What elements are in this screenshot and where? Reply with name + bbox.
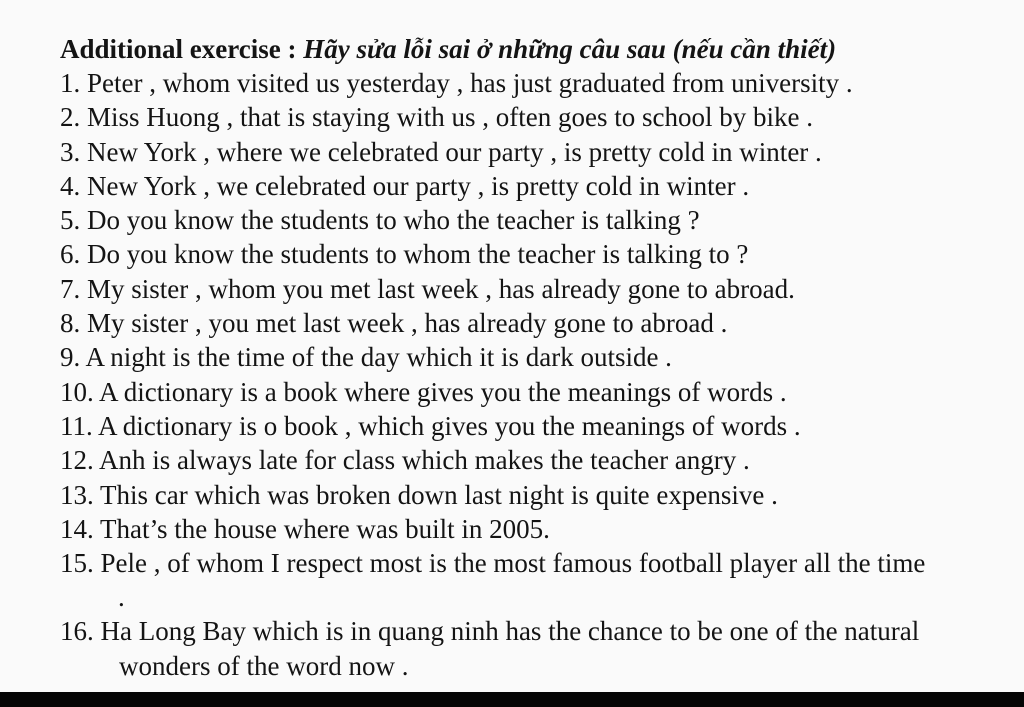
item-number: 13. — [60, 479, 94, 510]
item-text: New York , where we celebrated our party , is pretty cold in winter . — [87, 136, 822, 167]
bottom-bar — [0, 692, 1024, 707]
list-item — [60, 135, 1024, 169]
item-number: 2. — [60, 102, 81, 133]
item-text: My sister , you met last week , has already gone to abroad . — [87, 308, 728, 339]
item-text: A dictionary is o book , which gives you the meanings of words . — [98, 410, 801, 441]
item-text: Ha Long Bay which is in quang ninh has the chance to be one of the natural — [100, 616, 920, 647]
list-item — [60, 203, 1024, 237]
item-number: 14. — [60, 513, 94, 544]
item-16-continuation: wonders of the word now . — [119, 650, 409, 681]
item-text: A night is the time of the day which it is dark outside . — [85, 342, 672, 373]
item-number: 8. — [60, 308, 81, 339]
item-number: 3. — [60, 136, 81, 167]
list-item — [60, 100, 1024, 134]
item-number: 9. — [60, 342, 81, 373]
item-text: Miss Huong , that is staying with us , often goes to school by bike . — [87, 102, 813, 133]
list-item — [60, 306, 1024, 340]
item-15-continuation: . — [118, 582, 125, 613]
item-number: 15. — [60, 548, 94, 579]
item-text: Peter , whom visited us yesterday , has just graduated from university . — [87, 68, 853, 98]
list-item — [60, 512, 1024, 546]
list-item — [60, 443, 1024, 477]
item-number: 16. — [60, 616, 94, 647]
list-item — [60, 614, 1024, 648]
item-number: 5. — [60, 205, 81, 236]
item-number: 4. — [60, 170, 81, 201]
list-item — [60, 237, 1024, 271]
list-item — [60, 66, 1024, 100]
item-number: 6. — [60, 239, 81, 270]
item-text: This car which was broken down last night is quite expensive . — [100, 479, 778, 510]
item-text: Anh is always late for class which makes the teacher angry . — [99, 445, 750, 476]
exercise-content — [60, 32, 1024, 683]
item-number: 1. — [60, 68, 81, 98]
exercise-list — [60, 66, 1024, 683]
list-item — [60, 169, 1024, 203]
list-item — [60, 409, 1024, 443]
item-text: Pele , of whom I respect most is the most famous football player all the time — [100, 548, 926, 579]
item-text: Do you know the students to who the teacher is talking ? — [87, 205, 700, 236]
title-instruction: Hãy sửa lỗi sai ở những câu sau (nếu cần thiết) — [303, 34, 837, 64]
item-text: New York , we celebrated our party , is pretty cold in winter . — [87, 170, 750, 201]
list-item — [60, 478, 1024, 512]
item-number: 10. — [60, 376, 94, 407]
item-number: 7. — [60, 273, 81, 304]
list-item — [60, 272, 1024, 306]
list-item — [60, 546, 1024, 580]
item-text: A dictionary is a book where gives you the meanings of words . — [99, 376, 787, 407]
list-item — [60, 375, 1024, 409]
list-item — [60, 340, 1024, 374]
exercise-title — [60, 32, 1024, 66]
item-text: That’s the house where was built in 2005. — [100, 513, 550, 544]
item-text: Do you know the students to whom the teacher is talking to ? — [87, 239, 749, 270]
item-number: 11. — [60, 410, 93, 441]
item-text: My sister , whom you met last week , has already gone to abroad. — [87, 273, 795, 304]
item-number: 12. — [60, 445, 94, 476]
title-prefix: Additional exercise : — [60, 34, 304, 64]
